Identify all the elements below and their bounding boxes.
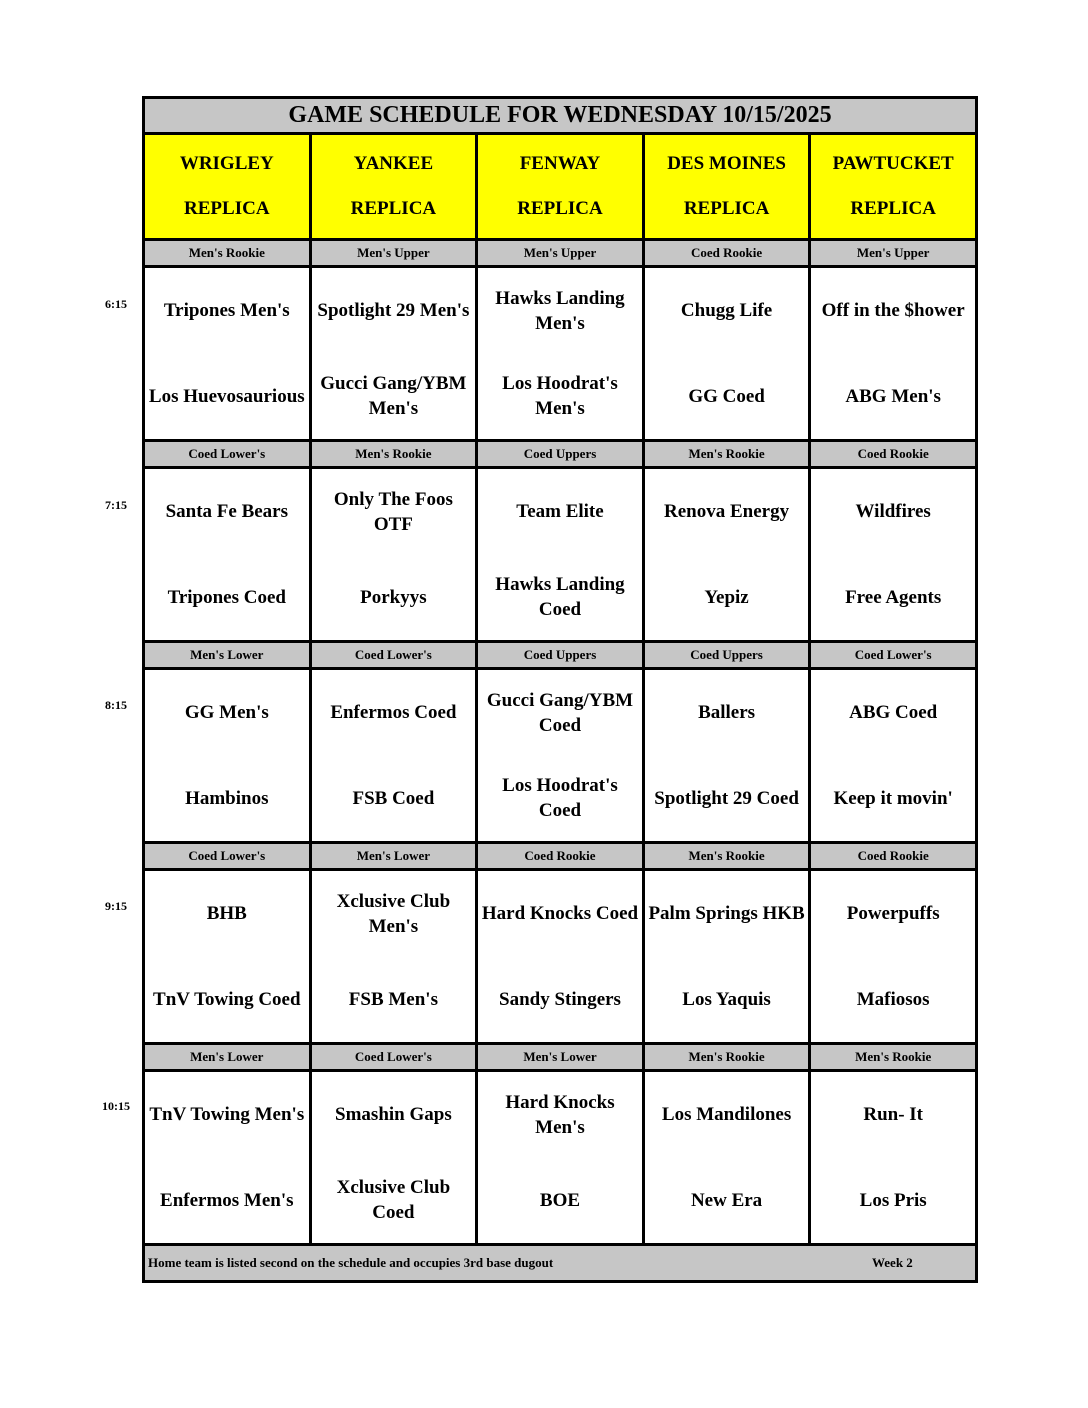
time-label: 7:15 [105,497,127,512]
field-header [645,135,812,238]
home-team: Tripones Coed [167,586,286,608]
away-team: Tripones Men's [163,300,290,322]
division-label: Coed Uppers [478,442,645,466]
division-row [145,844,975,871]
game-row [145,670,975,841]
division-label: Men's Rookie [645,442,812,466]
away-team: Spotlight 29 Men's [317,300,470,322]
game-cell [145,469,312,640]
time-slot-block [145,241,975,442]
time-slot-block [145,643,975,844]
away-team: Xclusive Club Men's [336,890,451,937]
away-team: Run- It [863,1104,923,1126]
game-cell [811,871,975,1042]
away-team: Only The Foos OTF [333,488,453,535]
home-team: Xclusive Club Coed [336,1177,451,1224]
home-team: New Era [690,1189,763,1211]
home-team: Yepiz [704,586,749,608]
field-header [811,135,975,238]
away-team: BHB [206,903,247,925]
division-row [145,1045,975,1072]
division-label: Coed Lower's [145,442,312,466]
home-team: FSB Men's [348,988,438,1010]
field-subtitle: REPLICA [350,198,437,220]
footer-row [145,1243,975,1280]
time-slot-blocks [145,241,975,1243]
game-cell [478,469,645,640]
home-team: Los Huevosaurious [148,385,305,407]
division-label: Coed Lower's [312,1045,479,1069]
schedule-title: GAME SCHEDULE FOR WEDNESDAY 10/15/2025 [145,99,975,135]
home-team: Sandy Stingers [499,988,621,1010]
division-label: Men's Lower [145,643,312,667]
division-label: Men's Lower [145,1045,312,1069]
away-team: Hard Knocks Men's [505,1091,615,1138]
time-label: 8:15 [105,698,127,712]
away-team: Chugg Life [680,300,773,322]
field-name: WRIGLEY [179,152,274,174]
game-cell [811,1072,975,1243]
time-label: 9:15 [105,898,127,913]
game-row [145,1072,975,1243]
game-cell [811,268,975,439]
time-label: 6:15 [105,297,127,311]
field-subtitle: REPLICA [683,198,770,220]
division-label: Coed Rookie [857,446,929,461]
game-cell [478,670,645,841]
game-cell [145,871,312,1042]
home-team: ABG Men's [845,385,941,407]
away-team: Off in the $hower [821,300,965,322]
game-cell [478,1072,645,1243]
field-name: YANKEE [353,152,434,174]
division-label: Coed Uppers [478,643,645,667]
division-label: Men's Lower [312,844,479,868]
game-cell [312,871,479,1042]
game-cell [312,469,479,640]
division-label: Coed Uppers [645,643,812,667]
time-slot-block [145,1045,975,1243]
away-team: Palm Springs HKB [648,903,805,925]
game-cell [478,268,645,439]
field-header [478,135,645,238]
division-label: Men's Rookie [312,442,479,466]
field-header-row [145,135,975,241]
division-row [145,241,975,268]
week-label: Week 2 [872,1255,913,1270]
field-subtitle: REPLICA [850,198,936,220]
game-cell [645,871,812,1042]
away-team: Santa Fe Bears [165,501,289,523]
division-label: Coed Lower's [145,844,312,868]
away-team: Enfermos Coed [330,702,457,724]
field-name: DES MOINES [667,152,786,174]
home-team: GG Coed [688,385,765,407]
home-team: Enfermos Men's [160,1189,294,1211]
division-label: Men's Rookie [855,1049,932,1064]
division-label: Coed Lower's [854,647,932,662]
home-team: Los Hoodrat's Coed [502,775,618,822]
home-team: Los Yaquis [682,988,771,1010]
game-cell [478,871,645,1042]
home-team: BOE [539,1189,581,1211]
away-team: Wildfires [855,501,931,523]
division-label: Men's Upper [478,241,645,265]
division-label: Men's Rookie [645,844,812,868]
division-label: Coed Rookie [478,844,645,868]
game-cell [312,268,479,439]
game-cell [312,1072,479,1243]
field-header [312,135,479,238]
division-label: Men's Rookie [145,241,312,265]
away-team: ABG Coed [849,702,938,724]
game-cell [145,1072,312,1243]
division-label: Men's Rookie [645,1045,812,1069]
field-subtitle: REPLICA [517,198,603,220]
away-team: Ballers [698,702,756,724]
division-label: Men's Lower [478,1045,645,1069]
game-row [145,871,975,1042]
home-team: Free Agents [845,586,942,608]
away-team: Team Elite [516,501,604,523]
game-cell [145,670,312,841]
away-team: Hawks Landing Men's [495,287,625,334]
away-team: Hard Knocks Coed [481,903,639,925]
division-row [145,643,975,670]
home-team: FSB Coed [352,787,435,809]
division-label: Coed Rookie [857,848,929,863]
game-cell [811,469,975,640]
division-label: Men's Upper [856,245,930,260]
time-slot-block [145,442,975,643]
home-team: Spotlight 29 Coed [654,787,799,809]
field-name: FENWAY [519,152,601,174]
home-team: Porkyys [360,586,427,608]
field-subtitle: REPLICA [184,198,270,220]
away-team: Renova Energy [664,501,790,523]
game-cell [645,469,812,640]
division-label: Coed Lower's [312,643,479,667]
schedule-table [142,96,978,1283]
game-row [145,268,975,439]
away-team: Gucci Gang/YBM Coed [486,689,634,736]
game-cell [312,670,479,841]
division-label: Coed Rookie [645,241,812,265]
home-team-note: Home team is listed second on the schedule and occupies 3rd base dugout [148,1255,554,1270]
home-team: TnV Towing Coed [153,988,301,1010]
home-team: Hambinos [185,787,269,809]
away-team: GG Men's [184,702,269,724]
game-row [145,469,975,640]
game-cell [645,268,812,439]
home-team: Hawks Landing Coed [495,574,625,621]
game-cell [811,670,975,841]
game-cell [645,670,812,841]
home-team: Gucci Gang/YBM Men's [320,373,467,420]
away-team: TnV Towing Men's [149,1104,305,1126]
home-team: Keep it movin' [833,787,953,809]
time-slot-block [145,844,975,1045]
away-team: Smashin Gaps [335,1104,452,1126]
game-cell [645,1072,812,1243]
home-team: Mafiosos [856,988,930,1010]
field-name: PAWTUCKET [832,152,954,174]
time-label: 10:15 [102,1099,130,1113]
game-cell [145,268,312,439]
division-label: Men's Upper [312,241,479,265]
away-team: Powerpuffs [846,903,940,925]
home-team: Los Pris [859,1189,927,1211]
field-header [145,135,312,238]
division-row [145,442,975,469]
away-team: Los Mandilones [661,1104,792,1126]
home-team: Los Hoodrat's Men's [502,373,618,420]
